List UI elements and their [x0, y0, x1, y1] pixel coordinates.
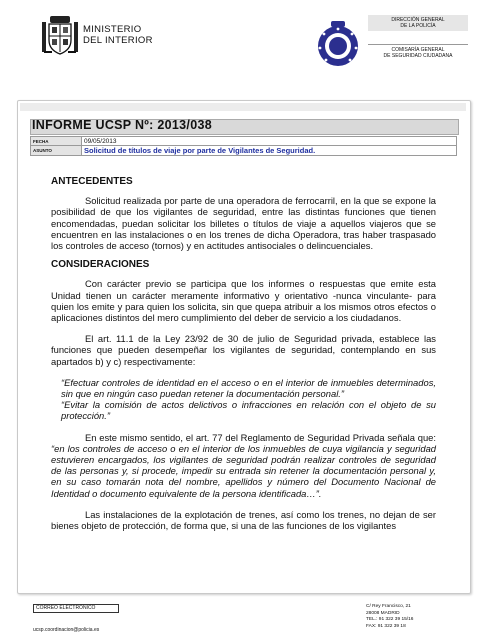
police-directorate-box: [368, 15, 468, 59]
direccion-line-2: DE LA POLICÍA: [400, 23, 436, 29]
comisaria-general: [368, 44, 468, 59]
ministry-name: [83, 24, 153, 46]
consideraciones-heading: CONSIDERACIONES: [51, 259, 150, 271]
direccion-line-1: DIRECCIÓN GENERAL: [391, 17, 445, 23]
consideraciones-paragraph-3: [51, 432, 436, 499]
report-body: [51, 176, 436, 531]
report-title: INFORME UCSP Nº: 2013/038: [32, 118, 212, 132]
consideraciones-paragraph-4: Las instalaciones de la explotación de trenes, así como los trenes, no dejan de ser bienes objeto de protección, de forma que, si una de las funciones de los vigilantes: [51, 508, 436, 532]
asunto-value: Solicitud de títulos de viaje por parte de Vigilantes de Seguridad.: [82, 146, 457, 156]
antecedentes-heading: ANTECEDENTES: [51, 176, 133, 187]
direccion-general: [368, 15, 468, 31]
comisaria-line-1: COMISARÍA GENERAL: [391, 47, 445, 53]
address-fax: FAX: 91 322 39 18: [366, 623, 406, 629]
email-label: CORREO ELECTRÓNICO: [33, 604, 119, 613]
paragraph-3-lead: En este mismo sentido, el art. 77 del Reglamento de Seguridad Privada señala que:: [85, 431, 436, 443]
quote-identity-controls: “Efectuar controles de identidad en el acceso o en el interior de inmuebles determinados, sin que en ningún caso puedan retener la documentación personal.”: [61, 376, 436, 400]
address-city: 28008 MADRID: [366, 610, 400, 616]
frame-top-bar: [20, 103, 466, 111]
quote-avoid-crimes: “Evitar la comisión de actos delictivos o infracciones en relación con el objeto de su protección.”: [61, 399, 436, 422]
postal-address: [366, 604, 413, 630]
ministry-line-2: DEL INTERIOR: [83, 35, 153, 46]
fecha-row: [31, 137, 457, 146]
address-tel: TEL.: 91 322 39 15/16: [366, 617, 414, 623]
consideraciones-paragraph-2: El art. 11.1 de la Ley 23/92 de 30 de julio de Seguridad privada, establece las funciones que pueden desempeñar los vigilantes de seguridad, contemplando en sus apartados b) y c) respectivamente:: [51, 333, 436, 367]
asunto-row: [31, 146, 457, 156]
ministry-line-1: MINISTERIO: [83, 24, 142, 35]
comisaria-line-2: DE SEGURIDAD CIUDADANA: [383, 53, 453, 59]
police-badge-icon: [313, 18, 363, 70]
antecedentes-paragraph: Solicitud realizada por parte de una operadora de ferrocarril, en la que se expone la posibilidad de que los vigilantes de seguridad, entre las distintas funciones que tienen encomendadas, puedan solicitar los billetes o títulos de viaje a aquellos viajeros que se encuentren en las instalaciones o en los trenes de dicha Operadora, tras haber traspasado los controles de acceso (tornos) y en actitudes antisociales o delincuenciales.: [51, 195, 436, 252]
coat-of-arms-icon: [40, 14, 80, 58]
fecha-value: 09/05/2013: [82, 137, 457, 146]
consideraciones-paragraph-1: Con carácter previo se participa que los informes o respuestas que emite esta Unidad tienen un carácter meramente informativo y orientativo -nunca vinculante- para quien los emite y para quien los solicita, sin que quepa atribuir a los mismos otros efectos o aplicaciones distintos del mero cumplimiento del deber de servicio a los ciudadanos.: [51, 278, 436, 324]
fecha-label: FECHA: [31, 137, 82, 146]
asunto-label: ASUNTO: [31, 146, 82, 156]
report-meta-table: [30, 136, 457, 156]
address-street: C/ Rey Francisco, 21: [366, 604, 411, 609]
paragraph-3-quote: “en los controles de acceso o en el interior de los inmuebles de cuya vigilancia y seguridad estuvieren encargados, los vigilantes de seguridad podrán realizar controles de seguridad de las personas y, si procede, impedir su entrada sin retener la documentación personal y, en su caso tomarán nota del nombre, apellidos y número del Documento Nacional de Identidad o documento equivalente de la persona identificada…”.: [51, 442, 436, 499]
email-address[interactable]: ucsp.coordinacion@policia.es: [33, 627, 100, 633]
